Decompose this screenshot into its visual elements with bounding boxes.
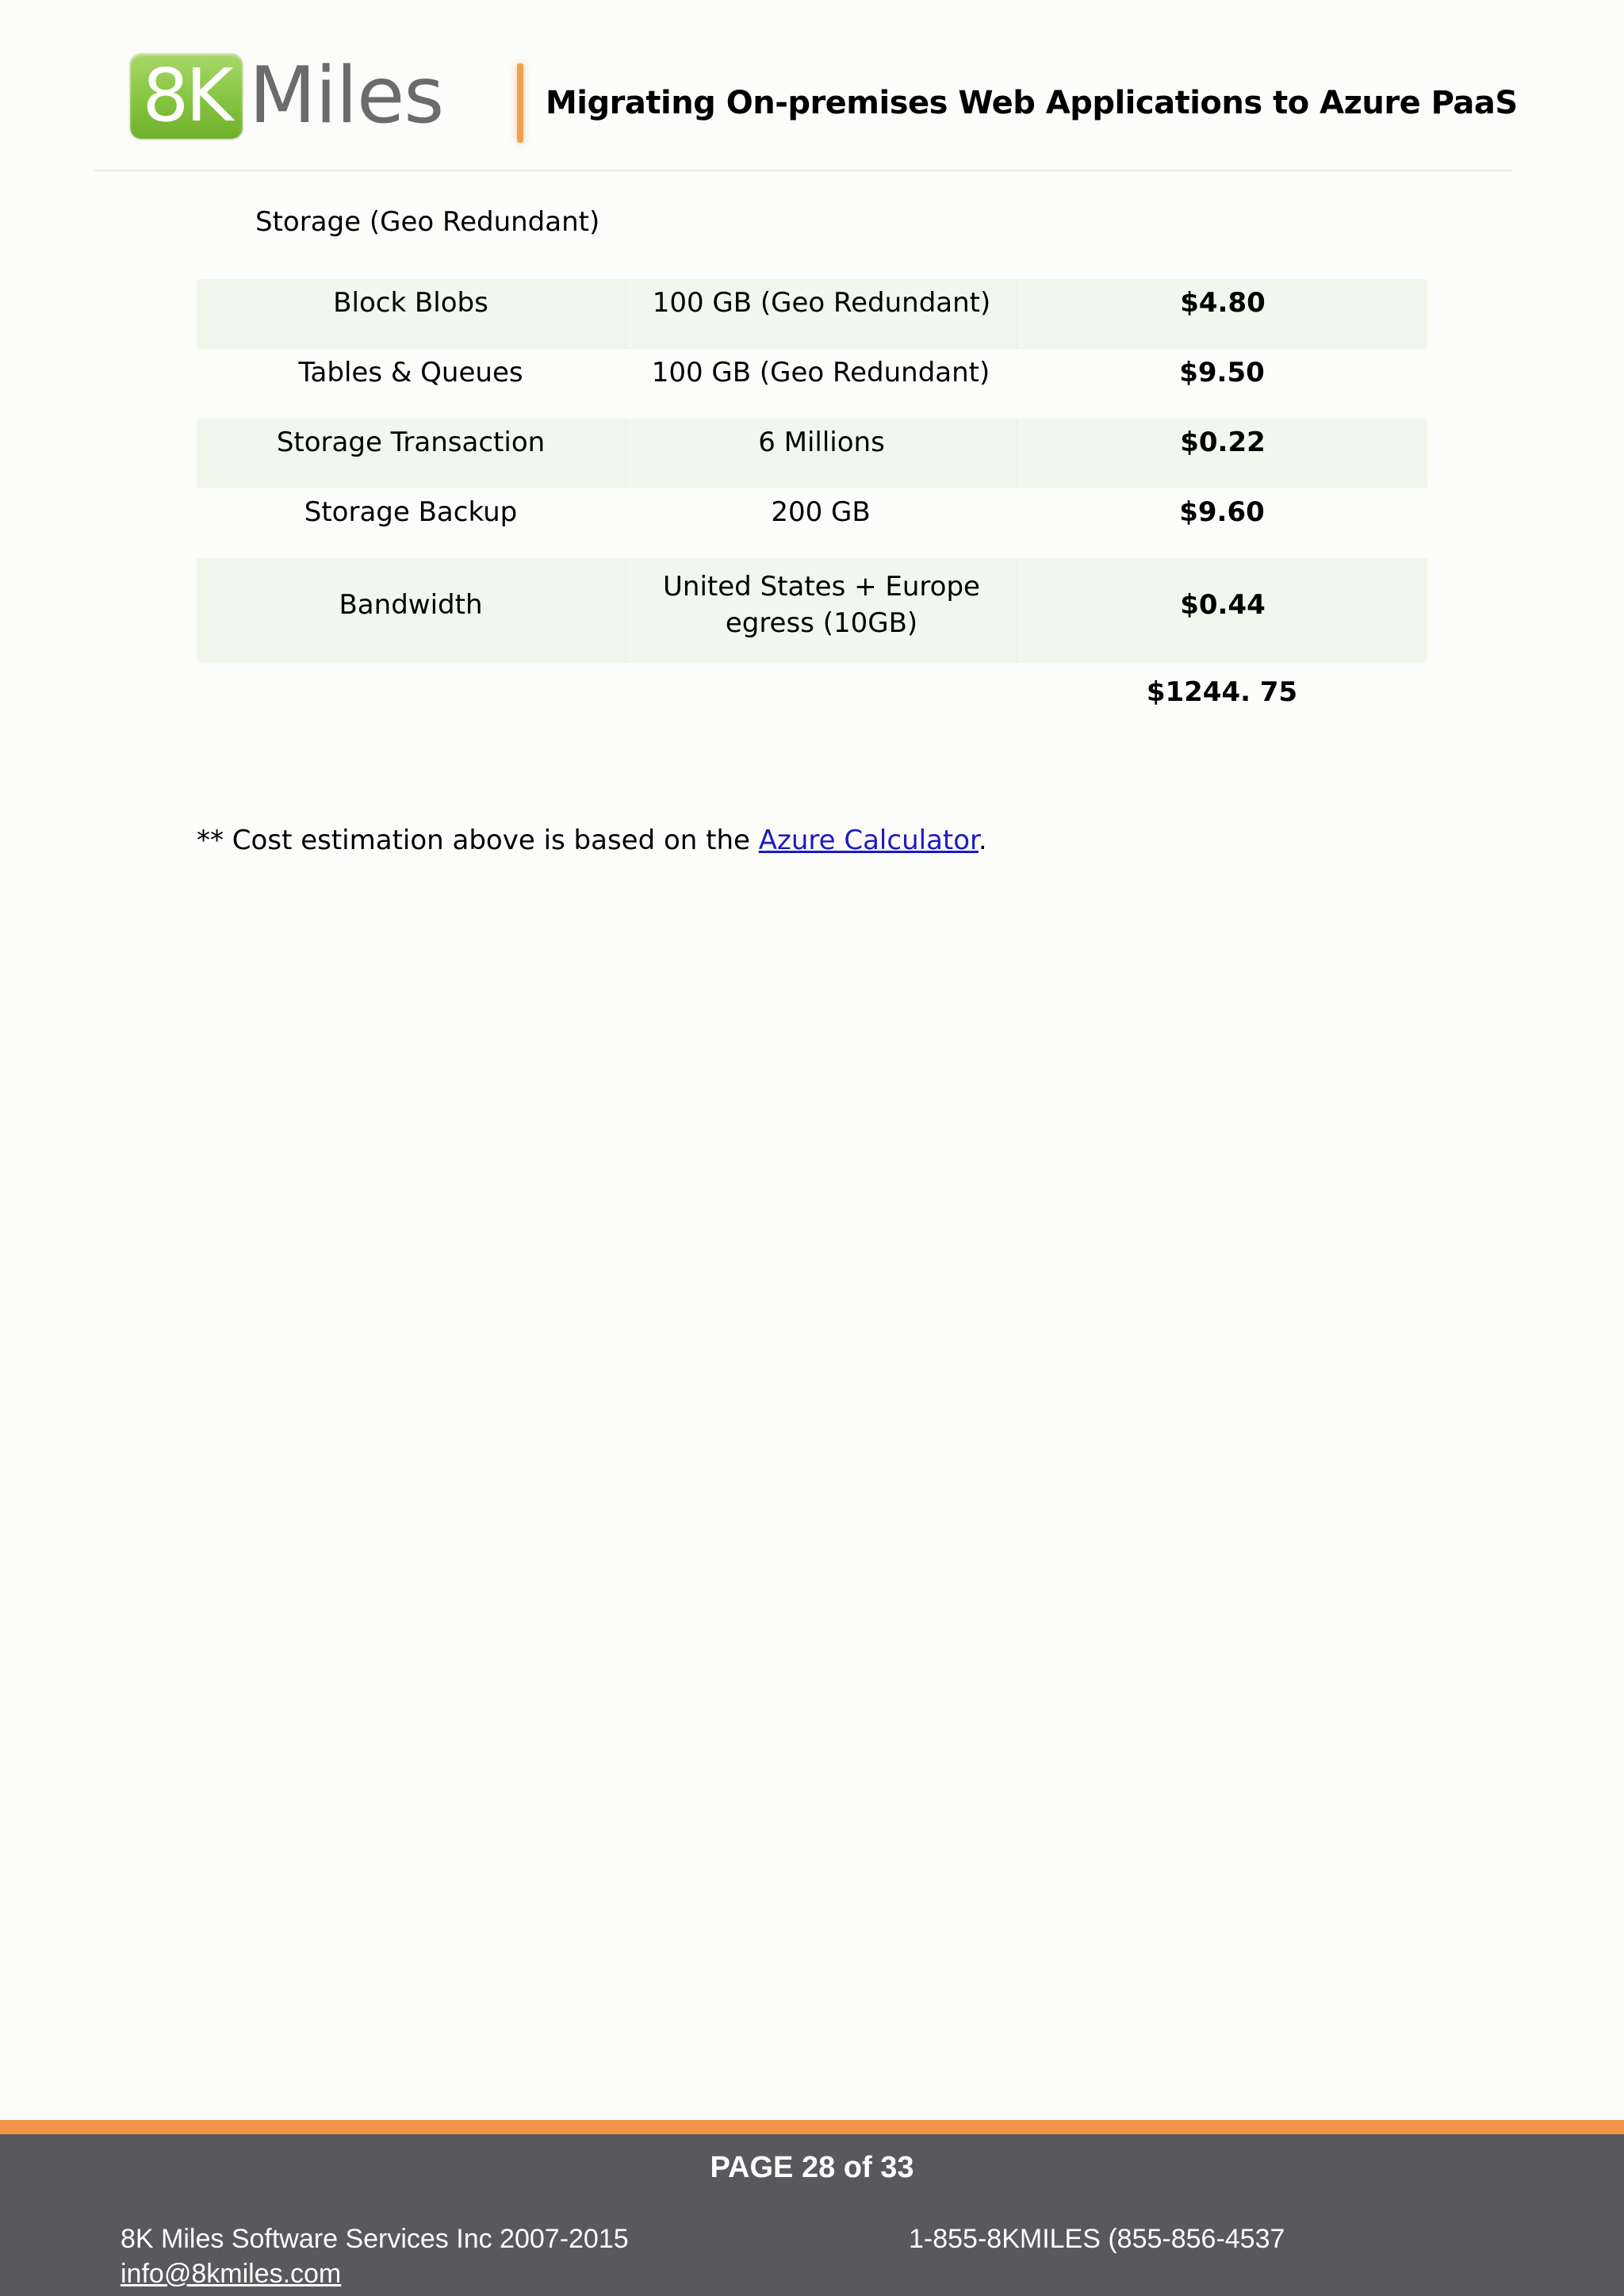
- item-detail: 6 Millions: [625, 419, 1017, 488]
- cost-table: [197, 279, 1427, 720]
- header-divider: [517, 63, 523, 143]
- item-cost: $0.44: [1017, 558, 1427, 663]
- page-header: [94, 49, 1518, 171]
- cost-note: [197, 821, 987, 859]
- item-name: Storage Transaction: [276, 427, 546, 458]
- azure-calculator-link[interactable]: Azure Calculator: [758, 825, 979, 856]
- item-cost: $9.60: [1179, 496, 1265, 528]
- total-row: [197, 663, 1427, 720]
- logo-wordmark: Miles: [249, 51, 444, 141]
- total-spacer: [625, 663, 1017, 720]
- table-row: [197, 419, 1427, 488]
- phone-number: 1-855-8KMILES (855-856-4537: [909, 2224, 1285, 2254]
- table-row: [197, 279, 1427, 349]
- item-cost: $0.22: [1017, 419, 1427, 488]
- section-label: Storage (Geo Redundant): [255, 206, 600, 238]
- email-link[interactable]: info@8kmiles.com: [121, 2259, 342, 2289]
- item-name: Tables & Queues: [298, 357, 523, 388]
- total-spacer: [197, 663, 625, 720]
- company-logo: [130, 52, 443, 140]
- note-prefix: ** Cost estimation above is based on the: [197, 825, 759, 856]
- item-detail: 100 GB (Geo Redundant): [625, 279, 1017, 349]
- item-name: Storage Backup: [304, 496, 518, 528]
- note-suffix: .: [978, 825, 987, 856]
- item-cost: $4.80: [1017, 279, 1427, 349]
- logo-mark: 8K: [130, 53, 243, 139]
- total-cost: $1244. 75: [1146, 676, 1298, 708]
- page-number: PAGE 28 of 33: [710, 2151, 914, 2184]
- item-name: Bandwidth: [339, 589, 483, 621]
- footer-accent-stripe: [0, 2120, 1624, 2134]
- item-detail-line: United States + Europe: [663, 571, 980, 603]
- document-title: Migrating On-premises Web Applications to Azure PaaS: [546, 85, 1518, 121]
- table-row: [197, 488, 1427, 558]
- company-copyright: 8K Miles Software Services Inc 2007-2015: [121, 2224, 629, 2254]
- item-detail: [625, 558, 1017, 663]
- item-detail: 100 GB (Geo Redundant): [651, 357, 990, 388]
- item-detail-line: egress (10GB): [725, 607, 918, 639]
- item-cost: $9.50: [1179, 357, 1265, 388]
- item-name: Block Blobs: [333, 287, 488, 319]
- page-footer: [0, 2134, 1624, 2296]
- table-row: [197, 349, 1427, 419]
- item-detail: 200 GB: [771, 496, 871, 528]
- table-row: [197, 558, 1427, 663]
